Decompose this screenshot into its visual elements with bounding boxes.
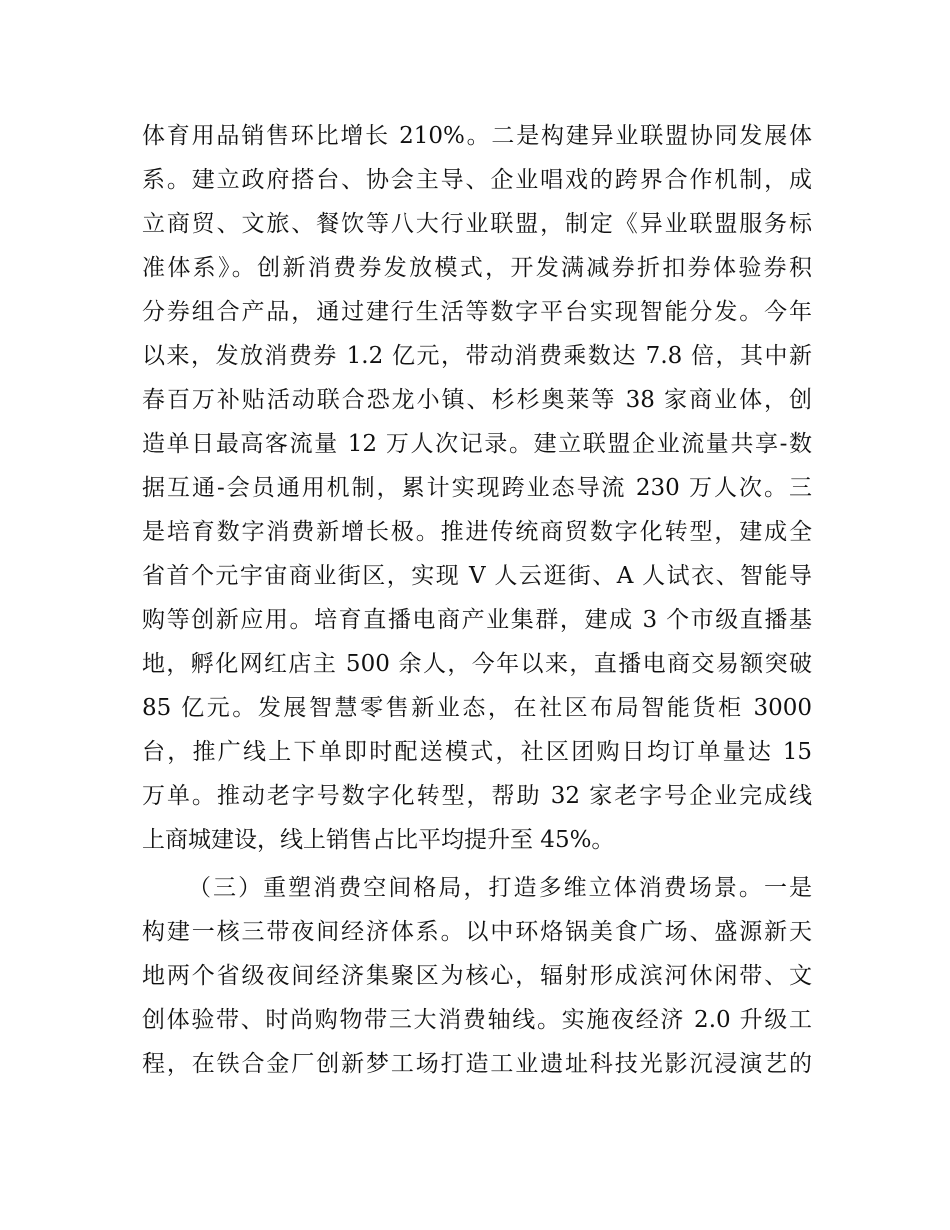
text-line: 立商贸、文旅、餐饮等八大行业联盟，制定《异业联盟服务标 [142, 211, 812, 237]
text-line: 造单日最高客流量 12 万人次记录。建立联盟企业流量共享-数 [142, 431, 812, 457]
text-line: 万单。推动老字号数字化转型，帮助 32 家老字号企业完成线 [142, 783, 812, 809]
text-line: 据互通-会员通用机制，累计实现跨业态导流 230 万人次。三 [142, 475, 812, 501]
text-line: 构建一核三带夜间经济体系。以中环烙锅美食广场、盛源新天 [142, 919, 812, 945]
text-line: 85 亿元。发展智慧零售新业态，在社区布局智能货柜 3000 [142, 695, 812, 721]
text-line: 程，在铁合金厂创新梦工场打造工业遗址科技光影沉浸演艺的 [142, 1051, 812, 1077]
text-line: 创体验带、时尚购物带三大消费轴线。实施夜经济 2.0 升级工 [142, 1007, 812, 1033]
text-line: 上商城建设，线上销售占比平均提升至 45%。 [142, 827, 615, 853]
text-line: 春百万补贴活动联合恐龙小镇、杉杉奥莱等 38 家商业体，创 [142, 387, 812, 413]
text-line: 以来，发放消费券 1.2 亿元，带动消费乘数达 7.8 倍，其中新 [142, 343, 812, 369]
text-line: 购等创新应用。培育直播电商产业集群，建成 3 个市级直播基 [142, 607, 812, 633]
text-line: 准体系》。创新消费券发放模式，开发满减券折扣券体验券积 [142, 255, 812, 281]
text-line: 分券组合产品，通过建行生活等数字平台实现智能分发。今年 [142, 299, 812, 325]
text-line: 体育用品销售环比增长 210%。二是构建异业联盟协同发展体 [142, 123, 812, 149]
text-line: 地，孵化网红店主 500 余人，今年以来，直播电商交易额突破 [142, 651, 812, 677]
text-line: 地两个省级夜间经济集聚区为核心，辐射形成滨河休闲带、文 [142, 963, 812, 989]
text-line: 是培育数字消费新增长极。推进传统商贸数字化转型，建成全 [142, 519, 812, 545]
text-line: 省首个元宇宙商业街区，实现 V 人云逛街、A 人试衣、智能导 [142, 563, 812, 589]
text-line: （三）重塑消费空间格局，打造多维立体消费场景。一是 [188, 875, 812, 901]
text-line: 台，推广线上下单即时配送模式，社区团购日均订单量达 15 [142, 739, 812, 765]
text-line: 系。建立政府搭台、协会主导、企业唱戏的跨界合作机制，成 [142, 167, 812, 193]
